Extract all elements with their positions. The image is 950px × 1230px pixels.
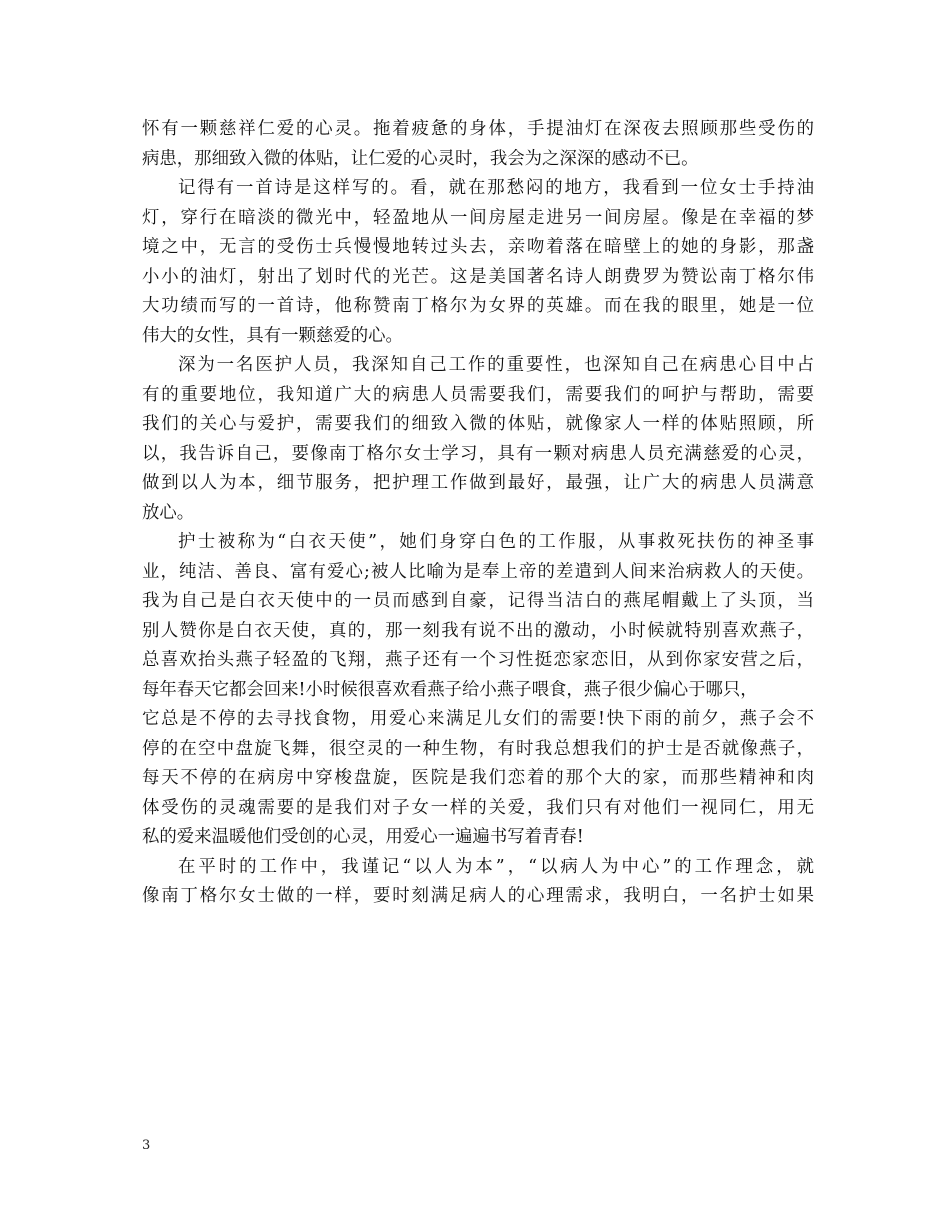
text-line: 总喜欢抬头燕子轻盈的飞翔，燕子还有一个习性挺恋家恋旧，从到你家安营之后，	[142, 650, 814, 670]
text-line: 像南丁格尔女士做的一样，要时刻满足病人的心理需求，我明白，一名护士如果	[142, 886, 814, 906]
text-line: 病患，那细致入微的体贴，让仁爱的心灵时，我会为之深深的感动不已。	[142, 148, 699, 169]
text-line: 我为自己是白衣天使中的一员而感到自豪，记得当洁白的燕尾帽戴上了头顶，当	[142, 591, 814, 611]
text-line: 伟大的女性，具有一颗慈爱的心。	[142, 325, 403, 346]
text-line: 私的爱来温暖他们受创的心灵，用爱心一遍遍书写着青春!	[142, 827, 584, 847]
text-line: 每天不停的在病房中穿梭盘旋，医院是我们恋着的那个大的家，而那些精神和肉	[142, 768, 814, 788]
text-line: 停的在空中盘旋飞舞，很空灵的一种生物，有时我总想我们的护士是否就像燕子，	[142, 738, 814, 759]
text-line: 每年春天它都会回来!小时候很喜欢看燕子给小燕子喂食，燕子很少偏心于哪只，	[142, 679, 758, 700]
text-line: 它总是不停的去寻找食物，用爱心来满足儿女们的需要!快下雨的前夕，燕子会不	[142, 709, 814, 729]
text-line: 境之中，无言的受伤士兵慢慢地转过头去，亲吻着落在暗壁上的她的身影，那盏	[142, 237, 814, 257]
text-line: 护士被称为“白衣天使”，她们身穿白色的工作服，从事救死扶伤的神圣事	[178, 532, 814, 552]
text-line: 怀有一颗慈祥仁爱的心灵。拖着疲惫的身体，手提油灯在深夜去照顾那些受伤的	[142, 119, 814, 139]
text-line: 记得有一首诗是这样写的。看，就在那愁闷的地方，我看到一位女士手持油	[178, 178, 814, 198]
text-line: 在平时的工作中，我谨记“以人为本”，“以病人为中心”的工作理念，就	[178, 856, 814, 877]
text-line: 以，我告诉自己，要像南丁格尔女士学习，具有一颗对病患人员充满慈爱的心灵，	[142, 443, 814, 464]
text-line: 业，纯洁、善良、富有爱心;被人比喻为是奉上帝的差遣到人间来治病救人的天使。	[142, 561, 814, 582]
text-line: 深为一名医护人员，我深知自己工作的重要性，也深知自己在病患心目中占	[178, 355, 814, 375]
text-line: 小小的油灯，射出了划时代的光芒。这是美国著名诗人朗费罗为赞讼南丁格尔伟	[142, 266, 814, 287]
text-line: 我们的关心与爱护，需要我们的细致入微的体贴，就像家人一样的体贴照顾，所	[142, 414, 814, 434]
page-number: 3	[142, 1138, 151, 1153]
text-line: 做到以人为本，细节服务，把护理工作做到最好，最强，让广大的病患人员满意	[142, 473, 814, 493]
text-line: 别人赞你是白衣天使，真的，那一刻我有说不出的激动，小时候就特别喜欢燕子，	[142, 620, 814, 641]
text-line: 有的重要地位，我知道广大的病患人员需要我们，需要我们的呵护与帮助，需要	[142, 384, 814, 405]
text-line: 灯，穿行在暗淡的微光中，轻盈地从一间房屋走进另一间房屋。像是在幸福的梦	[142, 207, 814, 228]
text-line: 大功绩而写的一首诗，他称赞南丁格尔为女界的英雄。而在我的眼里，她是一位	[142, 296, 814, 316]
body-text	[142, 115, 814, 912]
text-line: 放心。	[142, 502, 195, 523]
text-line: 体受伤的灵魂需要的是我们对子女一样的关爱，我们只有对他们一视同仁，用无	[142, 797, 814, 818]
